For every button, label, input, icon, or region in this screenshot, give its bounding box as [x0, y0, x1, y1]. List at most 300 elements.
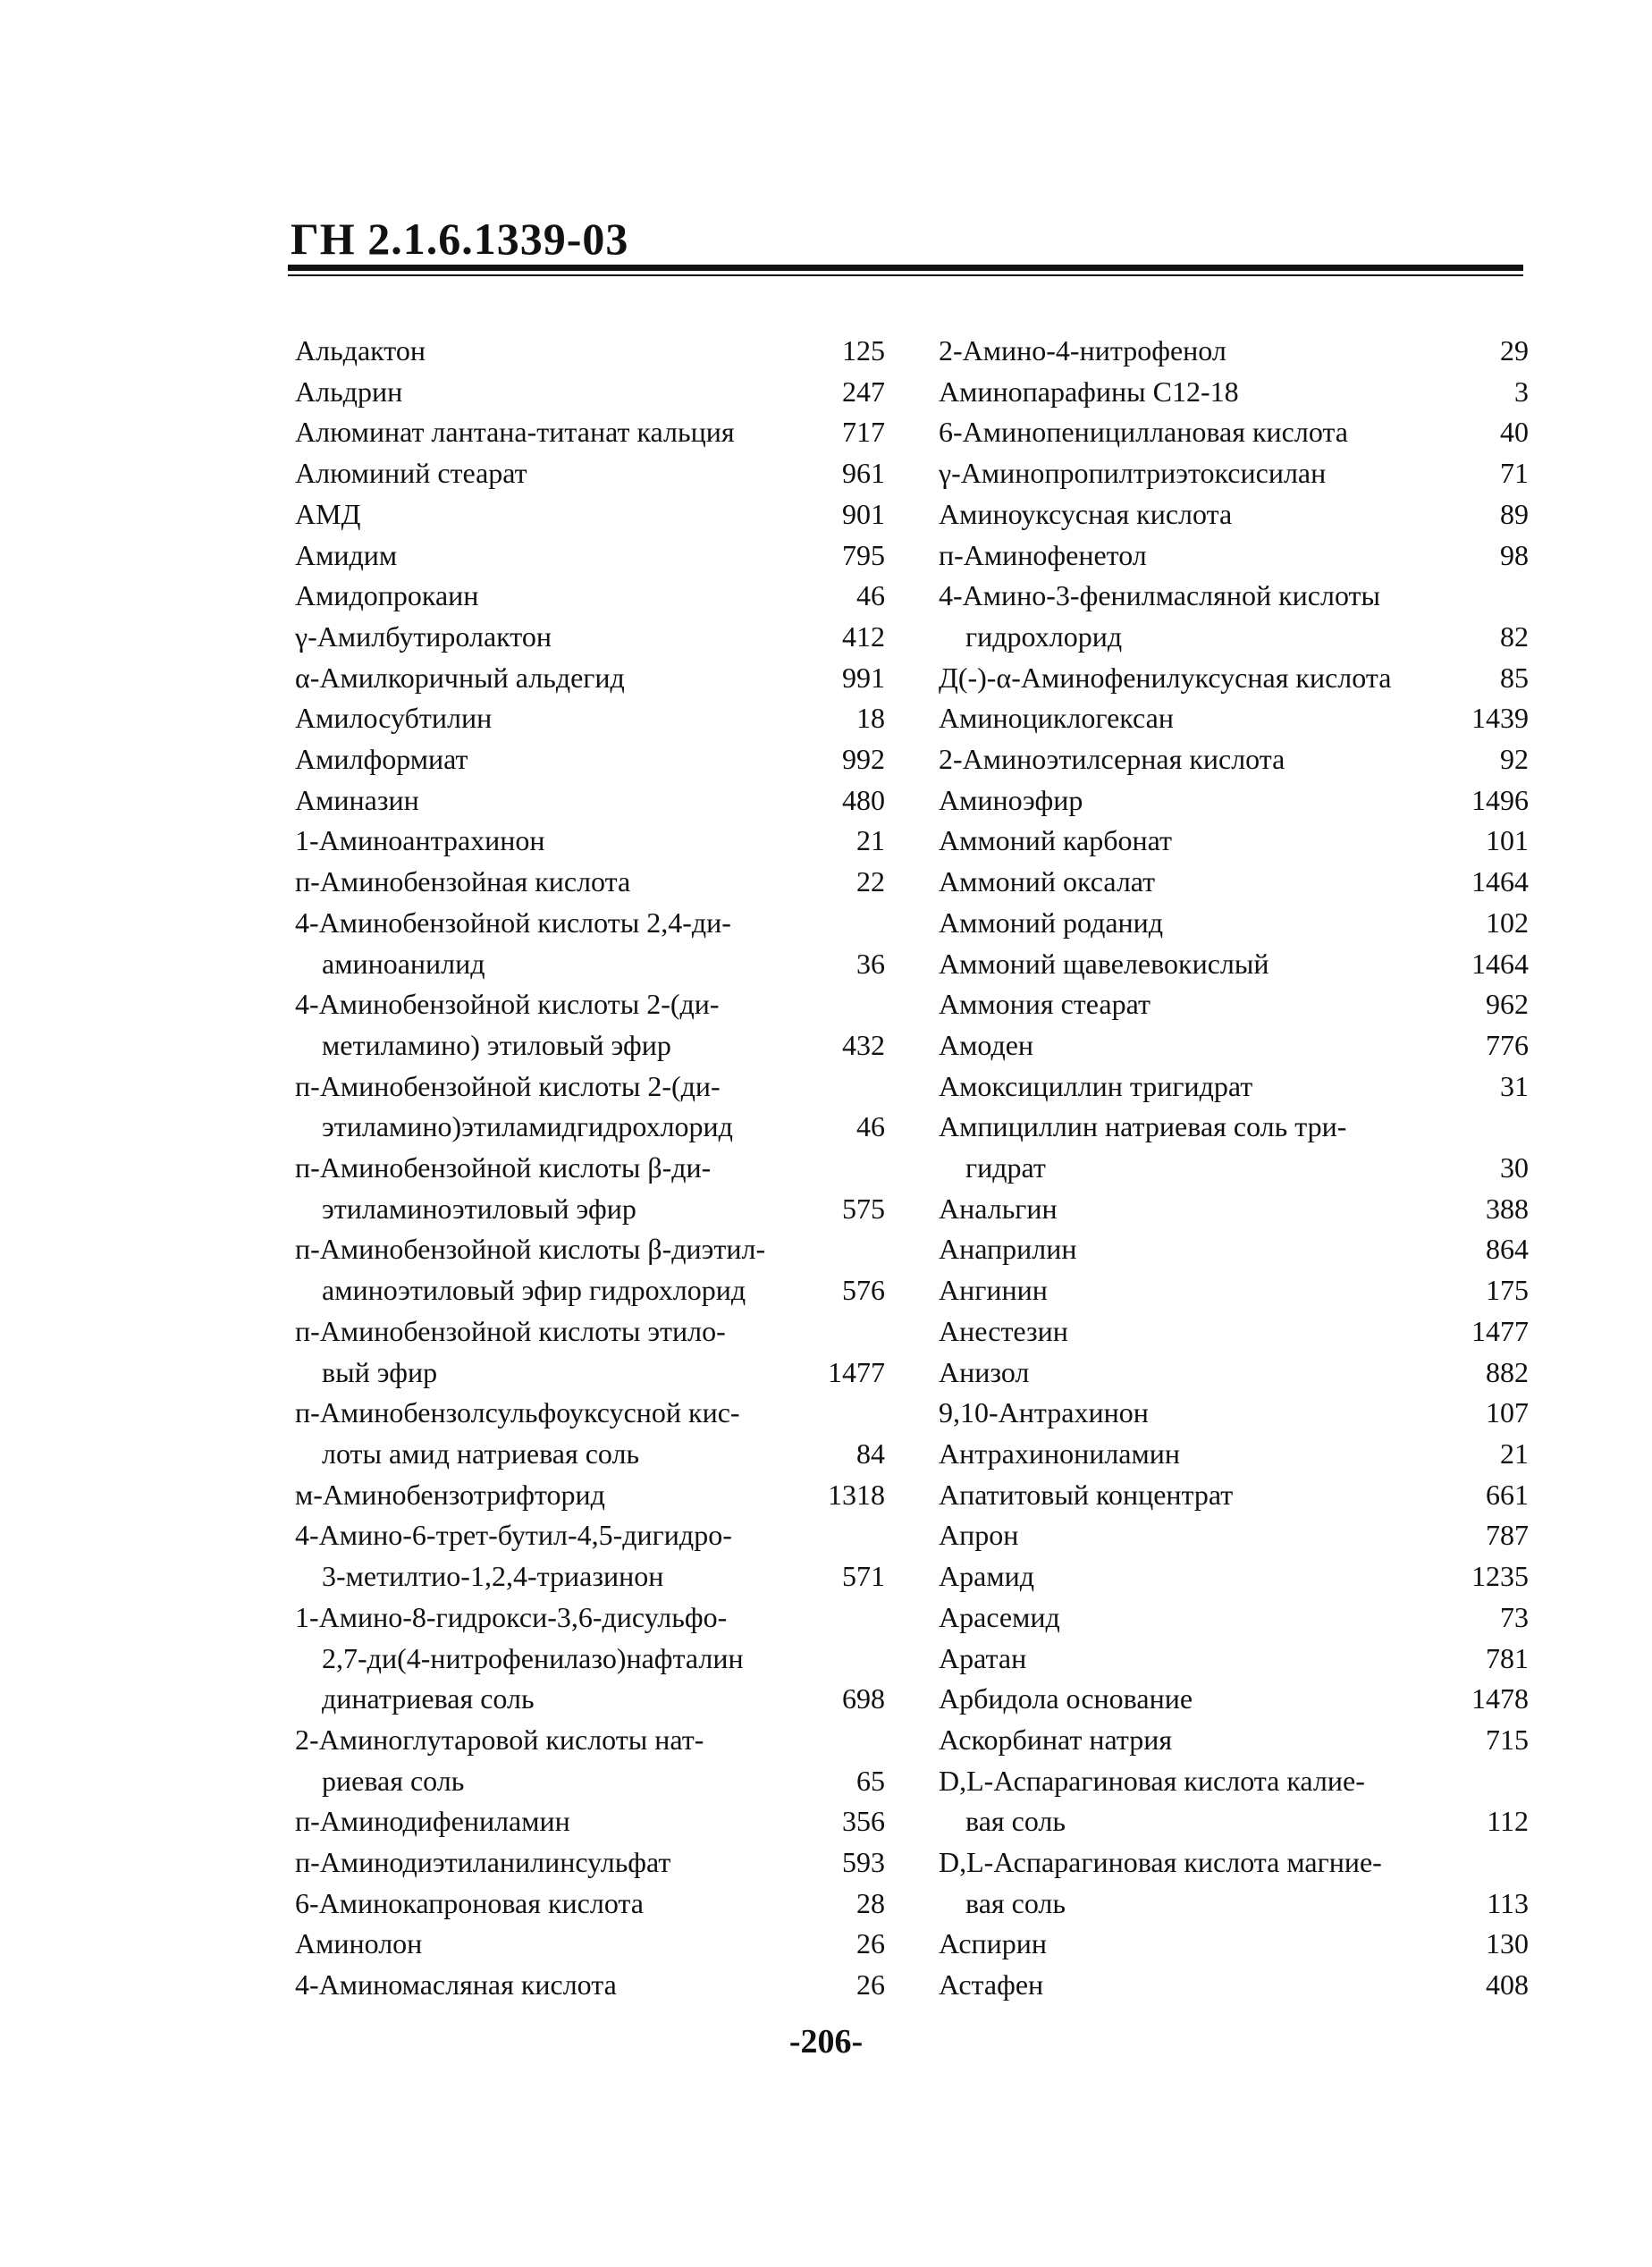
index-entry-line	[295, 1189, 885, 1230]
index-entry-line	[939, 1393, 1529, 1434]
index-term: γ-Аминопропилтриэтоксисилан	[939, 457, 1327, 490]
index-term: Арбидола основание	[939, 1682, 1193, 1715]
index-page-number: 98	[1500, 538, 1529, 571]
index-page-number: 576	[842, 1274, 885, 1307]
index-page-number: 36	[856, 947, 885, 980]
index-term: п-Аминодиэтиланилинсульфат	[295, 1846, 671, 1879]
index-entry	[295, 1801, 885, 1842]
index-term: п-Аминобензойной кислоты 2-(ди-	[295, 1069, 721, 1102]
index-entry	[295, 494, 885, 535]
index-entry	[295, 1884, 885, 1925]
index-entry-line	[295, 821, 885, 862]
index-entry	[939, 453, 1529, 494]
index-entry-line	[295, 617, 885, 658]
index-entry-line	[295, 494, 885, 535]
index-entry	[295, 1475, 885, 1516]
index-entry-line	[939, 1066, 1529, 1108]
index-page-number: 408	[1486, 1968, 1529, 2002]
index-term: риевая соль	[322, 1764, 465, 1797]
index-term: этиламиноэтиловый эфир	[322, 1192, 636, 1225]
index-entry-line	[295, 739, 885, 780]
index-entry-line	[295, 984, 885, 1025]
index-term: п-Аминобензойной кислоты β-диэтил-	[295, 1233, 766, 1266]
index-entry-line	[939, 1884, 1529, 1925]
index-page-number: 1318	[828, 1478, 885, 1511]
index-entry-line	[939, 658, 1529, 699]
index-entry-line	[939, 412, 1529, 453]
index-page-number: 30	[1500, 1151, 1529, 1184]
page-number: -206-	[788, 2023, 864, 2061]
index-entry	[295, 576, 885, 617]
index-entry	[939, 1353, 1529, 1394]
index-entry	[939, 1556, 1529, 1597]
index-page-number: 593	[842, 1846, 885, 1879]
index-entry-line	[939, 617, 1529, 658]
index-term: Амидопрокаин	[295, 579, 479, 612]
index-term: Аминазин	[295, 783, 419, 816]
index-entry	[939, 535, 1529, 577]
index-term: аминоэтиловый эфир гидрохлорид	[322, 1274, 746, 1307]
index-term: Арасемид	[939, 1600, 1060, 1633]
index-entry-line	[295, 1148, 885, 1189]
index-term: Аспирин	[939, 1927, 1048, 1960]
index-entry-line	[295, 1924, 885, 1965]
index-entry	[295, 1229, 885, 1310]
index-page-number: 1235	[1471, 1560, 1529, 1593]
index-entry	[939, 1393, 1529, 1434]
index-entry	[295, 984, 885, 1066]
index-page-number: 92	[1500, 743, 1529, 776]
index-page-number: 73	[1500, 1600, 1529, 1633]
index-term: D,L-Аспарагиновая кислота магние-	[939, 1846, 1382, 1879]
index-term: γ-Амилбутиролактон	[295, 619, 552, 653]
index-entry	[939, 780, 1529, 822]
index-entry-line	[939, 1965, 1529, 2006]
index-term: 4-Аминобензойной кислоты 2-(ди-	[295, 988, 720, 1021]
index-page-number: 175	[1486, 1274, 1529, 1307]
index-entry-line	[939, 372, 1529, 413]
index-term: п-Аминобензойной кислоты этило-	[295, 1314, 726, 1347]
index-page-number: 26	[856, 1927, 885, 1960]
index-term: вая соль	[965, 1886, 1066, 1919]
index-page-number: 795	[842, 538, 885, 571]
index-entry	[939, 903, 1529, 944]
index-page-number: 89	[1500, 497, 1529, 530]
index-term: Амилформиат	[295, 743, 468, 776]
index-entry-line	[295, 1556, 885, 1597]
index-entry	[939, 862, 1529, 903]
index-term: п-Аминофенетол	[939, 538, 1147, 571]
index-page-number: 107	[1486, 1396, 1529, 1429]
index-page-number: 717	[842, 416, 885, 449]
index-term: Амоден	[939, 1028, 1034, 1061]
index-entry	[939, 1066, 1529, 1108]
index-entry-line	[939, 453, 1529, 494]
index-term: Аммоний щавелевокислый	[939, 947, 1269, 980]
index-term: п-Аминодифениламин	[295, 1805, 570, 1838]
index-entry	[939, 1515, 1529, 1556]
index-term: Аммония стеарат	[939, 988, 1150, 1021]
index-entry-line	[295, 1639, 885, 1680]
index-entry	[939, 576, 1529, 657]
index-entry	[295, 739, 885, 780]
index-entry-line	[939, 1842, 1529, 1884]
index-page-number: 46	[856, 579, 885, 612]
index-entry-line	[939, 698, 1529, 739]
index-term: Алюминат лантана-титанат кальция	[295, 416, 735, 449]
index-entry-line	[295, 1597, 885, 1639]
index-entry-line	[295, 658, 885, 699]
index-entry	[939, 1189, 1529, 1230]
index-page-number: 571	[842, 1560, 885, 1593]
index-entry	[939, 658, 1529, 699]
index-term: α-Амилкоричный альдегид	[295, 661, 625, 694]
index-entry	[295, 862, 885, 903]
index-page-number: 3	[1514, 375, 1529, 408]
index-term: Аратан	[939, 1641, 1027, 1674]
index-term: 1-Амино-8-гидрокси-3,6-дисульфо-	[295, 1600, 728, 1633]
index-page-number: 781	[1486, 1641, 1529, 1674]
index-page-number: 82	[1500, 619, 1529, 653]
index-term: Анестезин	[939, 1314, 1068, 1347]
index-page-number: 40	[1500, 416, 1529, 449]
index-entry	[295, 453, 885, 494]
index-entry-line	[939, 739, 1529, 780]
index-entry-line	[295, 1066, 885, 1108]
index-term: лоты амид натриевая соль	[322, 1437, 640, 1470]
index-page-number: 432	[842, 1028, 885, 1061]
index-entry	[295, 1597, 885, 1720]
index-term: 2,7-ди(4-нитрофенилазо)нафталин	[322, 1641, 744, 1674]
index-entry-line	[939, 821, 1529, 862]
index-page-number: 22	[856, 865, 885, 898]
index-page-number: 21	[856, 824, 885, 857]
index-entry-line	[295, 1965, 885, 2006]
index-entry-line	[939, 1761, 1529, 1802]
index-entry	[295, 658, 885, 699]
index-term: Арамид	[939, 1560, 1034, 1593]
index-term: п-Аминобензолсульфоуксусной кис-	[295, 1396, 740, 1429]
index-entry-line	[939, 1515, 1529, 1556]
index-page-number: 480	[842, 783, 885, 816]
index-entry	[295, 1720, 885, 1801]
index-page-number: 661	[1486, 1478, 1529, 1511]
index-term: Анизол	[939, 1355, 1030, 1388]
index-column-right	[939, 331, 1529, 2006]
index-term: 4-Амино-6-трет-бутил-4,5-дигидро-	[295, 1519, 732, 1552]
index-entry-line	[939, 331, 1529, 372]
index-term: этиламино)этиламидгидрохлорид	[322, 1110, 733, 1143]
index-term: Аминолон	[295, 1927, 423, 1960]
index-page-number: 356	[842, 1805, 885, 1838]
index-term: Астафен	[939, 1968, 1044, 2002]
index-term: Амидим	[295, 538, 398, 571]
index-page-number: 698	[842, 1682, 885, 1715]
index-entry-line	[295, 535, 885, 577]
index-term: Амилосубтилин	[295, 702, 493, 735]
index-entry-line	[295, 1679, 885, 1720]
index-entry-line	[939, 862, 1529, 903]
index-page-number: 776	[1486, 1028, 1529, 1061]
index-entry-line	[939, 1189, 1529, 1230]
index-entry	[939, 372, 1529, 413]
index-page-number: 26	[856, 1968, 885, 2002]
index-entry	[295, 617, 885, 658]
index-page-number: 864	[1486, 1233, 1529, 1266]
index-entry-line	[939, 1353, 1529, 1394]
index-page-number: 18	[856, 702, 885, 735]
index-entry-line	[295, 412, 885, 453]
index-term: метиламино) этиловый эфир	[322, 1028, 671, 1061]
index-entry	[939, 1107, 1529, 1188]
index-page-number: 1464	[1471, 947, 1529, 980]
index-entry-line	[295, 944, 885, 985]
index-entry-line	[295, 698, 885, 739]
index-entry-line	[939, 1679, 1529, 1720]
index-entry	[939, 331, 1529, 372]
index-entry	[939, 1475, 1529, 1516]
index-term: 4-Аминобензойной кислоты 2,4-ди-	[295, 906, 731, 939]
index-entry	[295, 1066, 885, 1148]
index-page-number: 102	[1486, 906, 1529, 939]
index-entry-line	[939, 1924, 1529, 1965]
index-entry	[295, 903, 885, 984]
index-entry	[939, 1679, 1529, 1720]
index-entry	[939, 1025, 1529, 1066]
index-entry-line	[939, 944, 1529, 985]
index-entry	[939, 821, 1529, 862]
index-term: Аммоний оксалат	[939, 865, 1156, 898]
index-page-number: 101	[1486, 824, 1529, 857]
index-term: п-Аминобензойная кислота	[295, 865, 631, 898]
index-term: Аминоуксусная кислота	[939, 497, 1233, 530]
index-entry	[939, 944, 1529, 985]
index-entry	[295, 698, 885, 739]
index-term: 3-метилтио-1,2,4-триазинон	[322, 1560, 664, 1593]
index-page-number: 21	[1500, 1437, 1529, 1470]
index-term: 2-Амино-4-нитрофенол	[939, 334, 1226, 367]
index-entry-line	[295, 1025, 885, 1066]
index-page-number: 1477	[1471, 1314, 1529, 1347]
index-entry-line	[295, 1270, 885, 1311]
index-term: Альдрин	[295, 375, 403, 408]
index-entry-line	[939, 1025, 1529, 1066]
index-entry-line	[939, 1720, 1529, 1761]
index-entry-line	[939, 903, 1529, 944]
index-term: м-Аминобензотрифторид	[295, 1478, 605, 1511]
index-entry	[295, 412, 885, 453]
index-entry	[295, 1148, 885, 1229]
index-entry	[939, 984, 1529, 1025]
index-entry-line	[295, 331, 885, 372]
index-entry	[939, 1311, 1529, 1353]
index-term: 9,10-Антрахинон	[939, 1396, 1149, 1429]
index-page-number: 125	[842, 334, 885, 367]
index-term: Алюминий стеарат	[295, 457, 527, 490]
index-page-number: 112	[1487, 1805, 1529, 1838]
index-entry	[939, 1434, 1529, 1475]
index-term: D,L-Аспарагиновая кислота калие-	[939, 1764, 1365, 1797]
index-entry-line	[939, 780, 1529, 822]
index-term: гидрохлорид	[965, 619, 1123, 653]
index-term: 2-Аминоэтилсерная кислота	[939, 743, 1285, 776]
index-page-number: 1477	[828, 1355, 885, 1388]
index-page-number: 113	[1487, 1886, 1529, 1919]
index-entry	[939, 1965, 1529, 2006]
index-entry-line	[295, 1107, 885, 1148]
index-page-number: 1464	[1471, 865, 1529, 898]
index-term: аминоанилид	[322, 947, 485, 980]
index-page-number: 71	[1500, 457, 1529, 490]
index-entry-line	[295, 862, 885, 903]
index-term: 4-Амино-3-фенилмасляной кислоты	[939, 579, 1381, 612]
index-term: 1-Аминоантрахинон	[295, 824, 545, 857]
index-entry-line	[939, 494, 1529, 535]
index-entry-line	[939, 1229, 1529, 1270]
index-entry-line	[939, 1556, 1529, 1597]
index-entry	[939, 1842, 1529, 1924]
index-page-number: 1478	[1471, 1682, 1529, 1715]
index-page-number: 882	[1486, 1355, 1529, 1388]
index-entry-line	[295, 1353, 885, 1394]
index-term: 6-Аминокапроновая кислота	[295, 1886, 644, 1919]
index-entry-line	[939, 1270, 1529, 1311]
index-entry-line	[295, 453, 885, 494]
index-entry-line	[295, 1801, 885, 1842]
index-term: п-Аминобензойной кислоты β-ди-	[295, 1151, 712, 1184]
index-page-number: 962	[1486, 988, 1529, 1021]
index-term: Амоксициллин тригидрат	[939, 1069, 1253, 1102]
index-term: Апрон	[939, 1519, 1019, 1552]
index-entry-line	[939, 1107, 1529, 1148]
index-term: Анаприлин	[939, 1233, 1077, 1266]
index-entry	[295, 372, 885, 413]
header-rule-thick	[288, 265, 1523, 271]
index-entry	[295, 1311, 885, 1393]
index-entry	[939, 698, 1529, 739]
index-entry-line	[939, 535, 1529, 577]
index-page-number: 28	[856, 1886, 885, 1919]
index-entry	[939, 1639, 1529, 1680]
page-header-title: ГН 2.1.6.1339-03	[291, 214, 629, 264]
index-entry	[295, 780, 885, 822]
index-entry	[939, 1761, 1529, 1842]
index-entry-line	[295, 1434, 885, 1475]
index-entry	[295, 821, 885, 862]
index-term: вый эфир	[322, 1355, 438, 1388]
index-entry-line	[295, 780, 885, 822]
index-entry-line	[295, 1884, 885, 1925]
index-entry-line	[939, 1311, 1529, 1353]
index-page-number: 412	[842, 619, 885, 653]
index-term: Апатитовый концентрат	[939, 1478, 1234, 1511]
index-entry	[939, 1720, 1529, 1761]
index-entry-line	[939, 1148, 1529, 1189]
index-entry-line	[295, 1311, 885, 1353]
index-page-number: 575	[842, 1192, 885, 1225]
index-entry	[295, 1965, 885, 2006]
index-entry-line	[939, 576, 1529, 617]
index-page-number: 65	[856, 1764, 885, 1797]
header-rule-thin	[288, 274, 1523, 276]
index-page-number: 901	[842, 497, 885, 530]
index-term: 2-Аминоглутаровой кислоты нат-	[295, 1723, 704, 1756]
index-page-number: 388	[1486, 1192, 1529, 1225]
index-term: вая соль	[965, 1805, 1066, 1838]
index-entry-line	[939, 1639, 1529, 1680]
index-term: Д(-)-α-Аминофенилуксусная кислота	[939, 661, 1392, 694]
index-entry-line	[939, 1434, 1529, 1475]
index-term: Анальгин	[939, 1192, 1058, 1225]
index-entry	[295, 331, 885, 372]
index-page-number: 46	[856, 1110, 885, 1143]
index-term: 6-Аминопенициллановая кислота	[939, 416, 1348, 449]
index-page-number: 1439	[1471, 702, 1529, 735]
index-page-number: 787	[1486, 1519, 1529, 1552]
index-term: Антрахинониламин	[939, 1437, 1180, 1470]
index-entry	[939, 1924, 1529, 1965]
index-column-left	[295, 331, 885, 2006]
index-entry	[295, 535, 885, 577]
index-term: 4-Аминомасляная кислота	[295, 1968, 617, 2002]
index-term: гидрат	[965, 1151, 1046, 1184]
index-term: Ангинин	[939, 1274, 1048, 1307]
index-entry-line	[295, 1515, 885, 1556]
index-term: Аммоний роданид	[939, 906, 1164, 939]
index-entry-line	[295, 1229, 885, 1270]
index-entry-line	[295, 1393, 885, 1434]
index-entry-line	[939, 1597, 1529, 1639]
index-entry	[939, 494, 1529, 535]
index-term: Альдактон	[295, 334, 426, 367]
index-entry	[939, 1597, 1529, 1639]
index-term: Аминоциклогексан	[939, 702, 1174, 735]
index-entry	[939, 739, 1529, 780]
index-page-number: 130	[1486, 1927, 1529, 1960]
index-entry	[295, 1393, 885, 1474]
index-term: динатриевая соль	[322, 1682, 535, 1715]
index-entry-line	[295, 372, 885, 413]
index-entry	[939, 1229, 1529, 1270]
index-entry-line	[295, 1475, 885, 1516]
index-page-number: 85	[1500, 661, 1529, 694]
index-entry	[295, 1515, 885, 1597]
index-entry-line	[939, 1801, 1529, 1842]
index-term: АМД	[295, 497, 361, 530]
index-entry	[939, 412, 1529, 453]
index-entry	[295, 1924, 885, 1965]
index-term: Аминопарафины C12-18	[939, 375, 1239, 408]
index-page-number: 991	[842, 661, 885, 694]
index-term: Аскорбинат натрия	[939, 1723, 1173, 1756]
index-page-number: 715	[1486, 1723, 1529, 1756]
index-entry	[295, 1842, 885, 1884]
index-page-number: 29	[1500, 334, 1529, 367]
index-term: Ампициллин натриевая соль три-	[939, 1110, 1347, 1143]
index-entry-line	[295, 1761, 885, 1802]
index-entry-line	[295, 1842, 885, 1884]
index-page-number: 31	[1500, 1069, 1529, 1102]
index-page-number: 961	[842, 457, 885, 490]
index-page-number: 1496	[1471, 783, 1529, 816]
index-entry	[939, 1270, 1529, 1311]
index-entry-line	[295, 903, 885, 944]
index-term: Аминоэфир	[939, 783, 1083, 816]
index-page-number: 247	[842, 375, 885, 408]
index-term: Аммоний карбонат	[939, 824, 1173, 857]
index-page-number: 992	[842, 743, 885, 776]
index-page-number: 84	[856, 1437, 885, 1470]
